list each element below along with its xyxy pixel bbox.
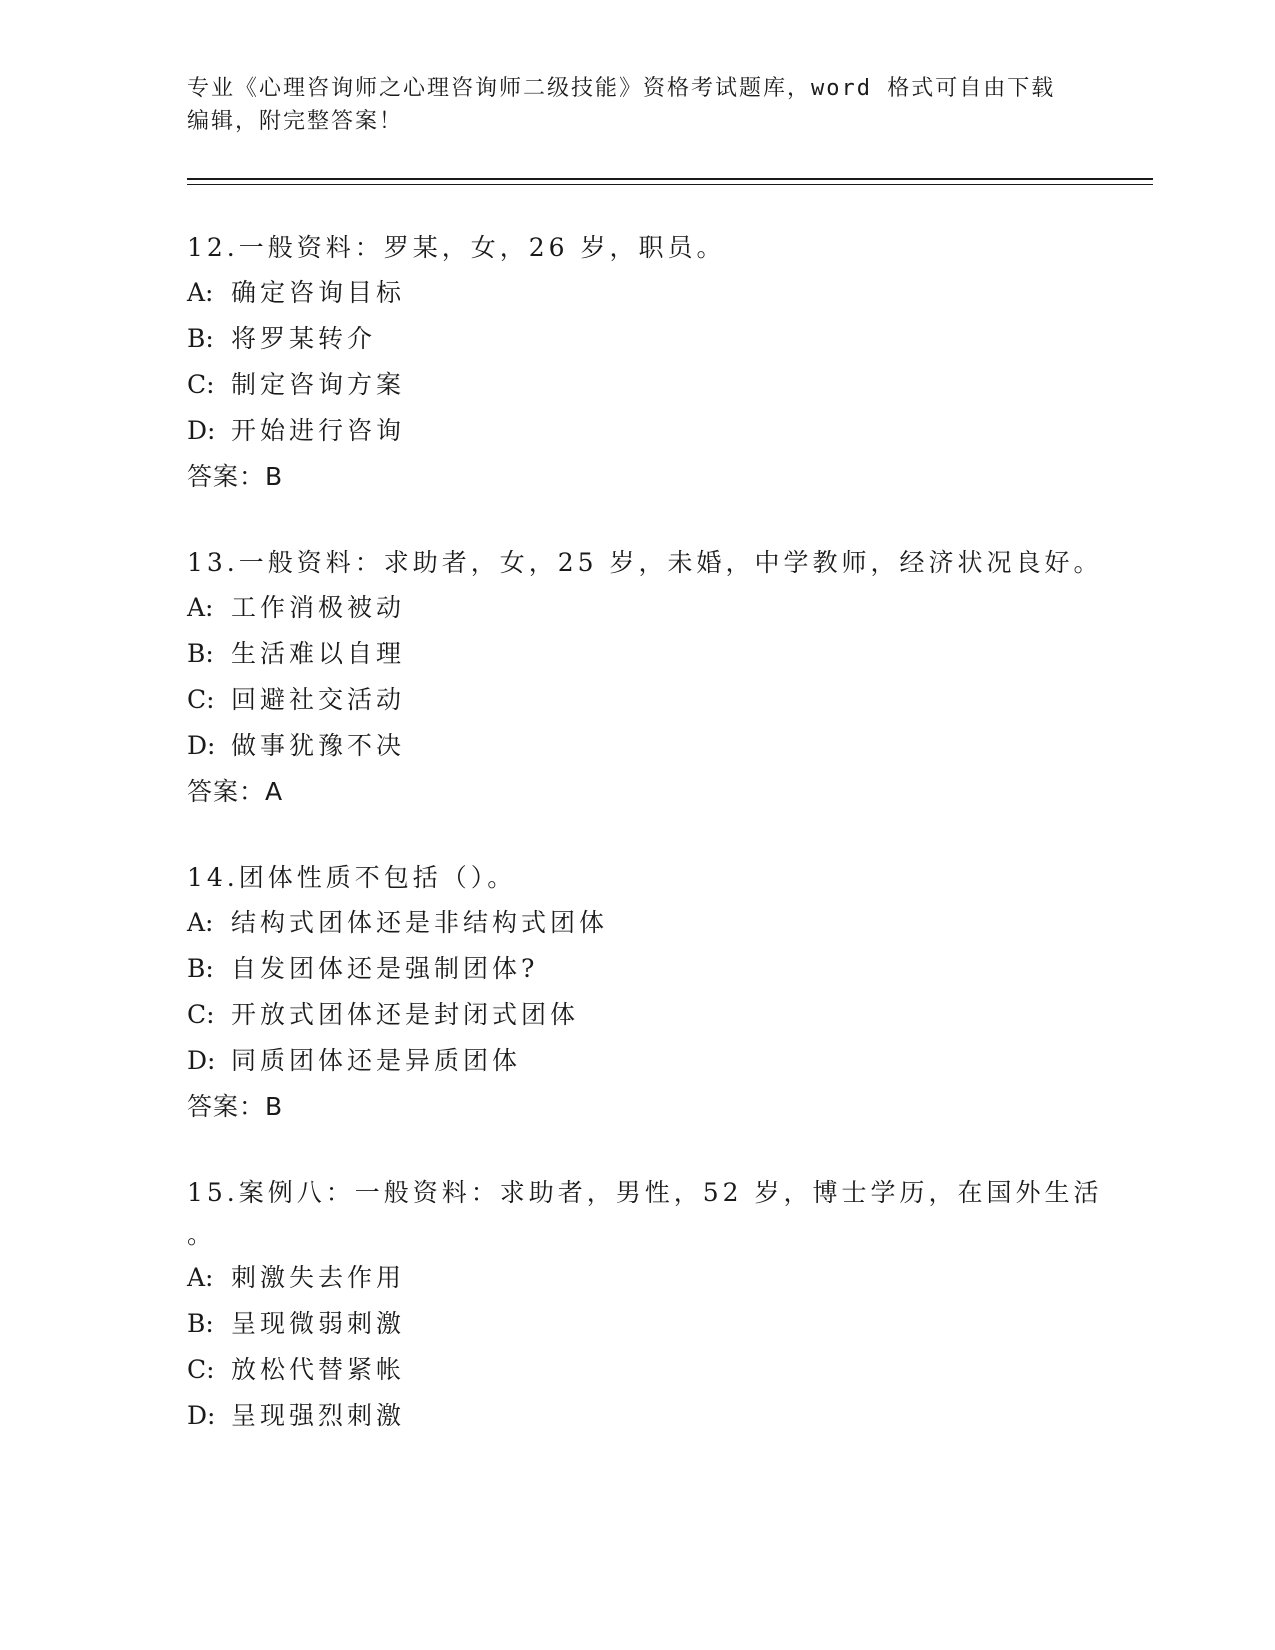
header-divider-thin [187, 184, 1153, 185]
option-text: 做事犹豫不决 [231, 731, 406, 760]
option-b [187, 946, 1107, 992]
option-key: C: [187, 685, 215, 714]
header-divider-thick [187, 178, 1153, 180]
option-text: 将罗某转介 [231, 324, 377, 353]
option-text: 开始进行咨询 [231, 416, 406, 445]
option-a [187, 270, 1107, 316]
option-c [187, 992, 1107, 1038]
option-key: D: [187, 1046, 216, 1075]
header-line-1: 专业《心理咨询师之心理咨询师二级技能》资格考试题库，word 格式可自由下载 [187, 76, 1056, 101]
document-header [187, 72, 1087, 138]
question-12 [187, 225, 1107, 500]
option-key: C: [187, 370, 215, 399]
option-text: 自发团体还是强制团体? [231, 954, 539, 983]
option-text: 回避社交活动 [231, 685, 406, 714]
option-key: D: [187, 1401, 216, 1430]
option-text: 制定咨询方案 [231, 370, 406, 399]
option-b [187, 1301, 1107, 1347]
option-text: 确定咨询目标 [231, 278, 406, 307]
option-text: 结构式团体还是非结构式团体 [231, 908, 609, 937]
option-key: A: [187, 908, 214, 937]
option-key: D: [187, 731, 216, 760]
question-stem: 13.一般资料：求助者，女，25 岁，未婚，中学教师，经济状况良好。 [187, 548, 1103, 577]
question-14 [187, 855, 1107, 1130]
option-key: B: [187, 1309, 214, 1338]
option-d [187, 1393, 1107, 1439]
question-stem: 14.团体性质不包括（）。 [187, 863, 517, 892]
option-text: 同质团体还是异质团体 [231, 1046, 522, 1075]
question-13 [187, 540, 1107, 815]
option-text: 开放式团体还是封闭式团体 [231, 1000, 580, 1029]
option-key: A: [187, 278, 214, 307]
option-b [187, 316, 1107, 362]
option-a [187, 900, 1107, 946]
option-key: C: [187, 1355, 215, 1384]
option-d [187, 1038, 1107, 1084]
option-text: 呈现微弱刺激 [231, 1309, 406, 1338]
option-d [187, 408, 1107, 454]
option-text: 呈现强烈刺激 [231, 1401, 406, 1430]
option-a [187, 1255, 1107, 1301]
option-key: A: [187, 593, 214, 622]
option-key: D: [187, 416, 216, 445]
option-key: C: [187, 1000, 215, 1029]
option-c [187, 362, 1107, 408]
option-key: B: [187, 639, 214, 668]
question-stem: 15.案例八：一般资料：求助者，男性，52 岁，博士学历，在国外生活 [187, 1178, 1103, 1207]
question-stem-continuation: 。 [187, 1220, 217, 1249]
header-line-2: 编辑，附完整答案！ [187, 109, 404, 134]
option-a [187, 585, 1107, 631]
option-c [187, 677, 1107, 723]
option-d [187, 723, 1107, 769]
option-c [187, 1347, 1107, 1393]
answer-label: 答案：A [187, 777, 284, 806]
answer-label: 答案：B [187, 1092, 284, 1121]
option-key: A: [187, 1263, 214, 1292]
option-text: 工作消极被动 [231, 593, 406, 622]
option-text: 刺激失去作用 [231, 1263, 406, 1292]
answer-label: 答案：B [187, 462, 284, 491]
option-key: B: [187, 954, 214, 983]
option-b [187, 631, 1107, 677]
option-key: B: [187, 324, 214, 353]
question-15 [187, 1170, 1107, 1439]
question-stem: 12.一般资料：罗某，女，26 岁，职员。 [187, 233, 726, 262]
option-text: 生活难以自理 [231, 639, 406, 668]
option-text: 放松代替紧帐 [231, 1355, 406, 1384]
